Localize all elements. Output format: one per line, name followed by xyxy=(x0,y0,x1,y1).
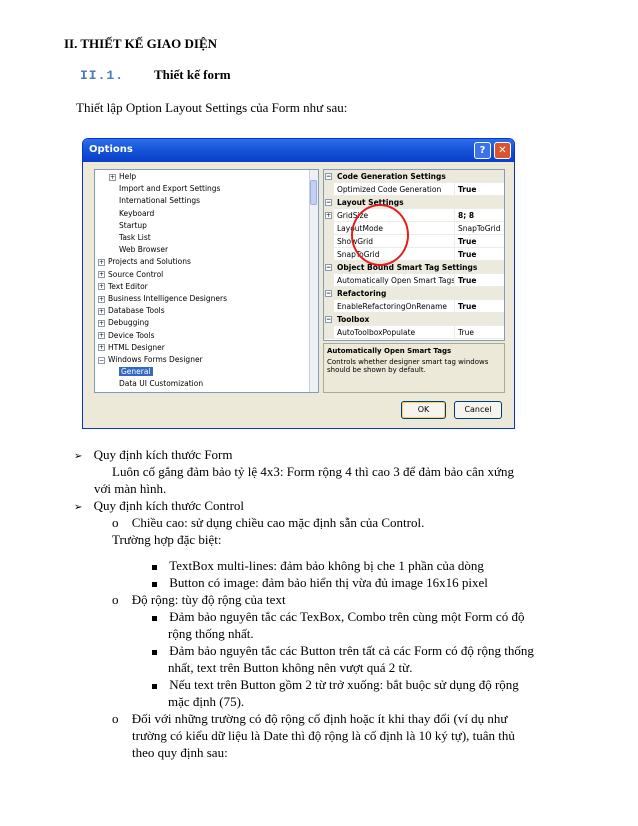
grid-name: Object Bound Smart Tag Settings xyxy=(337,263,478,272)
width-sub-2 xyxy=(152,642,534,659)
width-sub-1-text: Đảm bảo nguyên tắc các TexBox, Combo trên cùng một Form có độ xyxy=(169,609,525,624)
grid-gutter xyxy=(324,183,334,196)
height-sub-2-text: Button có image: đảm bảo hiển thị vừa đủ image 16x16 pixel xyxy=(169,575,488,590)
fixed-width-line-3: theo quy định sau: xyxy=(132,745,228,760)
collapse-icon[interactable]: − xyxy=(326,316,332,323)
grid-property[interactable] xyxy=(324,248,504,261)
tree-item-label: Text Editor xyxy=(108,281,148,291)
tree-item[interactable] xyxy=(109,183,220,195)
collapse-icon[interactable]: − xyxy=(99,356,105,364)
expand-icon[interactable]: + xyxy=(99,295,105,303)
tree-item[interactable] xyxy=(98,342,165,354)
grid-gutter xyxy=(324,235,334,248)
tree-item-label: Task List xyxy=(119,233,151,242)
expand-icon[interactable]: + xyxy=(110,173,116,181)
height-sub-1-text: TextBox multi-lines: đảm bảo không bị che 1 phần của dòng xyxy=(169,558,484,573)
grid-gutter xyxy=(324,300,334,313)
grid-name: Optimized Code Generation xyxy=(337,185,442,194)
height-item xyxy=(112,514,424,531)
fixed-width-text: Đối với những trường có độ rộng cố định hoặc ít khi thay đổi (ví dụ như xyxy=(131,711,508,726)
grid-name: Layout Settings xyxy=(337,198,404,207)
collapse-icon[interactable]: − xyxy=(326,264,332,271)
tree-scrollbar[interactable] xyxy=(309,170,318,392)
tree-item-label: Projects and Solutions xyxy=(108,257,191,267)
circle-bullet-icon: o xyxy=(112,515,119,530)
collapse-icon[interactable]: − xyxy=(326,173,332,180)
grid-value[interactable]: True xyxy=(454,183,505,196)
property-grid[interactable] xyxy=(323,169,505,341)
collapse-icon[interactable]: − xyxy=(326,290,332,297)
square-bullet-icon xyxy=(152,650,157,655)
expand-icon[interactable]: + xyxy=(99,258,105,266)
grid-value[interactable]: True xyxy=(454,274,505,287)
tree-item[interactable] xyxy=(98,256,191,268)
description-title: Automatically Open Smart Tags xyxy=(327,347,452,355)
description-text: Controls whether designer smart tag windows should be shown by default. xyxy=(327,358,489,374)
close-button[interactable]: ✕ xyxy=(494,142,511,159)
tree-item[interactable] xyxy=(98,269,163,281)
tree-item-label: Database Tools xyxy=(108,306,165,316)
tree-item-label: Source Control xyxy=(108,269,164,279)
tree-item-label: Import and Export Settings xyxy=(119,184,221,194)
tree-item-label: Debugging xyxy=(108,318,150,328)
grid-category[interactable] xyxy=(324,196,504,209)
tree-item[interactable] xyxy=(98,281,148,293)
expand-icon[interactable]: + xyxy=(99,344,105,352)
width-sub-3 xyxy=(152,676,519,693)
width-sub-3-cont: mặc định (75). xyxy=(168,694,245,709)
tree-item[interactable] xyxy=(98,293,227,305)
bullet-control-size-title: Quy định kích thước Control xyxy=(93,498,245,513)
grid-name: AutoToolboxPopulate xyxy=(337,328,416,337)
form-size-line-2: với màn hình. xyxy=(94,481,167,496)
expand-icon[interactable]: + xyxy=(99,319,105,327)
grid-value[interactable]: True xyxy=(454,248,505,261)
collapse-icon[interactable]: − xyxy=(326,199,332,206)
tree-item[interactable] xyxy=(109,378,203,390)
grid-category[interactable] xyxy=(324,261,504,274)
width-text: Độ rộng: tùy độ rộng của text xyxy=(131,592,286,607)
tree-item-label: Data UI Customization xyxy=(119,379,204,389)
special-case-label: Trường hợp đặc biệt: xyxy=(112,532,222,547)
grid-name: EnableRefactoringOnRename xyxy=(337,302,448,311)
grid-name: Automatically Open Smart Tags xyxy=(337,276,456,285)
grid-property[interactable] xyxy=(324,326,504,339)
grid-property[interactable] xyxy=(324,274,504,287)
grid-value[interactable]: 8; 8 xyxy=(454,209,505,222)
intro-paragraph: Thiết lập Option Layout Settings của Form như sau: xyxy=(76,100,348,115)
tree-item[interactable] xyxy=(98,317,149,329)
expand-icon[interactable]: + xyxy=(99,332,105,340)
fixed-width-line-2: trường có kiểu dữ liệu là Date thì độ rộng là cố định là 10 ký tự), tuân thủ xyxy=(132,728,515,743)
grid-value[interactable]: True xyxy=(454,326,505,339)
height-sub-2 xyxy=(152,574,488,591)
width-sub-1-cont: rộng thống nhất. xyxy=(168,626,254,641)
expand-icon[interactable]: + xyxy=(99,271,105,279)
grid-name: LayoutMode xyxy=(337,224,383,233)
tree-item[interactable] xyxy=(109,244,168,256)
grid-value[interactable]: True xyxy=(454,300,505,313)
height-sub-1 xyxy=(152,557,484,574)
highlight-circle xyxy=(351,204,409,266)
subsection-title: Thiết kế form xyxy=(154,67,231,82)
bullet-form-size-title: Quy định kích thước Form xyxy=(93,447,233,462)
width-sub-3-text: Nếu text trên Button gồm 2 từ trở xuống: bắt buộc sử dụng độ rộng xyxy=(169,677,519,692)
grid-name: Toolbox xyxy=(337,315,370,324)
expand-icon[interactable]: + xyxy=(99,283,105,291)
width-sub-1 xyxy=(152,608,524,625)
tree-item[interactable] xyxy=(98,330,155,342)
tree-scroll-thumb[interactable] xyxy=(310,180,317,205)
width-sub-2-cont: nhất, text trên Button không nên vượt quá 2 từ. xyxy=(168,660,413,675)
grid-value[interactable]: True xyxy=(454,235,505,248)
expand-icon[interactable]: + xyxy=(326,212,332,219)
dialog-titlebar xyxy=(83,139,514,162)
grid-category[interactable] xyxy=(324,313,504,326)
property-description xyxy=(323,343,505,393)
options-dialog xyxy=(82,138,515,429)
grid-name: GridSize xyxy=(337,211,369,220)
grid-name: Refactoring xyxy=(337,289,387,298)
grid-gutter xyxy=(324,326,334,339)
grid-gutter xyxy=(324,274,334,287)
tree-item[interactable] xyxy=(109,366,153,378)
tree-item-label: Keyboard xyxy=(119,208,155,218)
tree-item-label: Web Browser xyxy=(119,245,169,255)
tree-item[interactable] xyxy=(109,208,154,220)
fixed-width-item xyxy=(112,710,507,727)
options-tree[interactable] xyxy=(94,169,319,393)
tree-item-label: General xyxy=(121,367,151,377)
grid-property[interactable] xyxy=(324,183,504,196)
section-heading: II. THIẾT KẾ GIAO DIỆN xyxy=(64,36,218,51)
height-text: Chiều cao: sử dụng chiều cao mặc định sẵn của Control. xyxy=(131,515,425,530)
help-button[interactable]: ? xyxy=(474,142,491,159)
grid-gutter xyxy=(324,222,334,235)
arrow-bullet-icon: ➢ xyxy=(74,502,83,513)
grid-property[interactable] xyxy=(324,209,504,222)
grid-name: SnapToGrid xyxy=(337,250,380,259)
width-item xyxy=(112,591,286,608)
circle-bullet-icon: o xyxy=(112,711,119,726)
circle-bullet-icon: o xyxy=(112,592,119,607)
expand-icon[interactable]: + xyxy=(99,307,105,315)
grid-gutter xyxy=(324,248,334,261)
grid-property[interactable] xyxy=(324,300,504,313)
tree-item[interactable] xyxy=(109,220,147,232)
form-size-line-1: Luôn cố gắng đảm bảo tỷ lệ 4x3: Form rộng 4 thì cao 3 để đảm bảo cân xứng xyxy=(112,464,515,479)
subsection-number: II.1. xyxy=(80,68,125,83)
tree-item-label: Business Intelligence Designers xyxy=(108,294,227,303)
tree-item[interactable] xyxy=(98,305,165,317)
grid-category[interactable] xyxy=(324,287,504,300)
tree-item-label: Help xyxy=(119,172,137,181)
square-bullet-icon xyxy=(152,684,157,689)
tree-item-label: Startup xyxy=(119,220,147,230)
cancel-button[interactable]: Cancel xyxy=(454,401,502,419)
tree-item-label: International Settings xyxy=(119,196,201,206)
tree-item[interactable] xyxy=(109,232,151,244)
tree-item[interactable] xyxy=(109,171,136,183)
grid-name: Code Generation Settings xyxy=(337,172,446,181)
tree-item[interactable] xyxy=(109,195,200,207)
ok-button[interactable]: OK xyxy=(401,401,446,419)
arrow-bullet-icon: ➢ xyxy=(74,451,83,462)
tree-item-label: HTML Designer xyxy=(108,342,165,352)
square-bullet-icon xyxy=(152,565,157,570)
grid-name: ShowGrid xyxy=(337,237,373,246)
square-bullet-icon xyxy=(152,582,157,587)
tree-item-label: Windows Forms Designer xyxy=(108,355,203,364)
tree-item[interactable] xyxy=(98,354,203,366)
grid-value[interactable]: SnapToGrid xyxy=(454,222,505,235)
width-sub-2-text: Đảm bảo nguyên tắc các Button trên tất cả các Form có độ rộng thống xyxy=(169,643,534,658)
grid-category[interactable] xyxy=(324,170,504,183)
square-bullet-icon xyxy=(152,616,157,621)
tree-item-label: Device Tools xyxy=(108,330,155,340)
dialog-title: Options xyxy=(89,144,133,155)
